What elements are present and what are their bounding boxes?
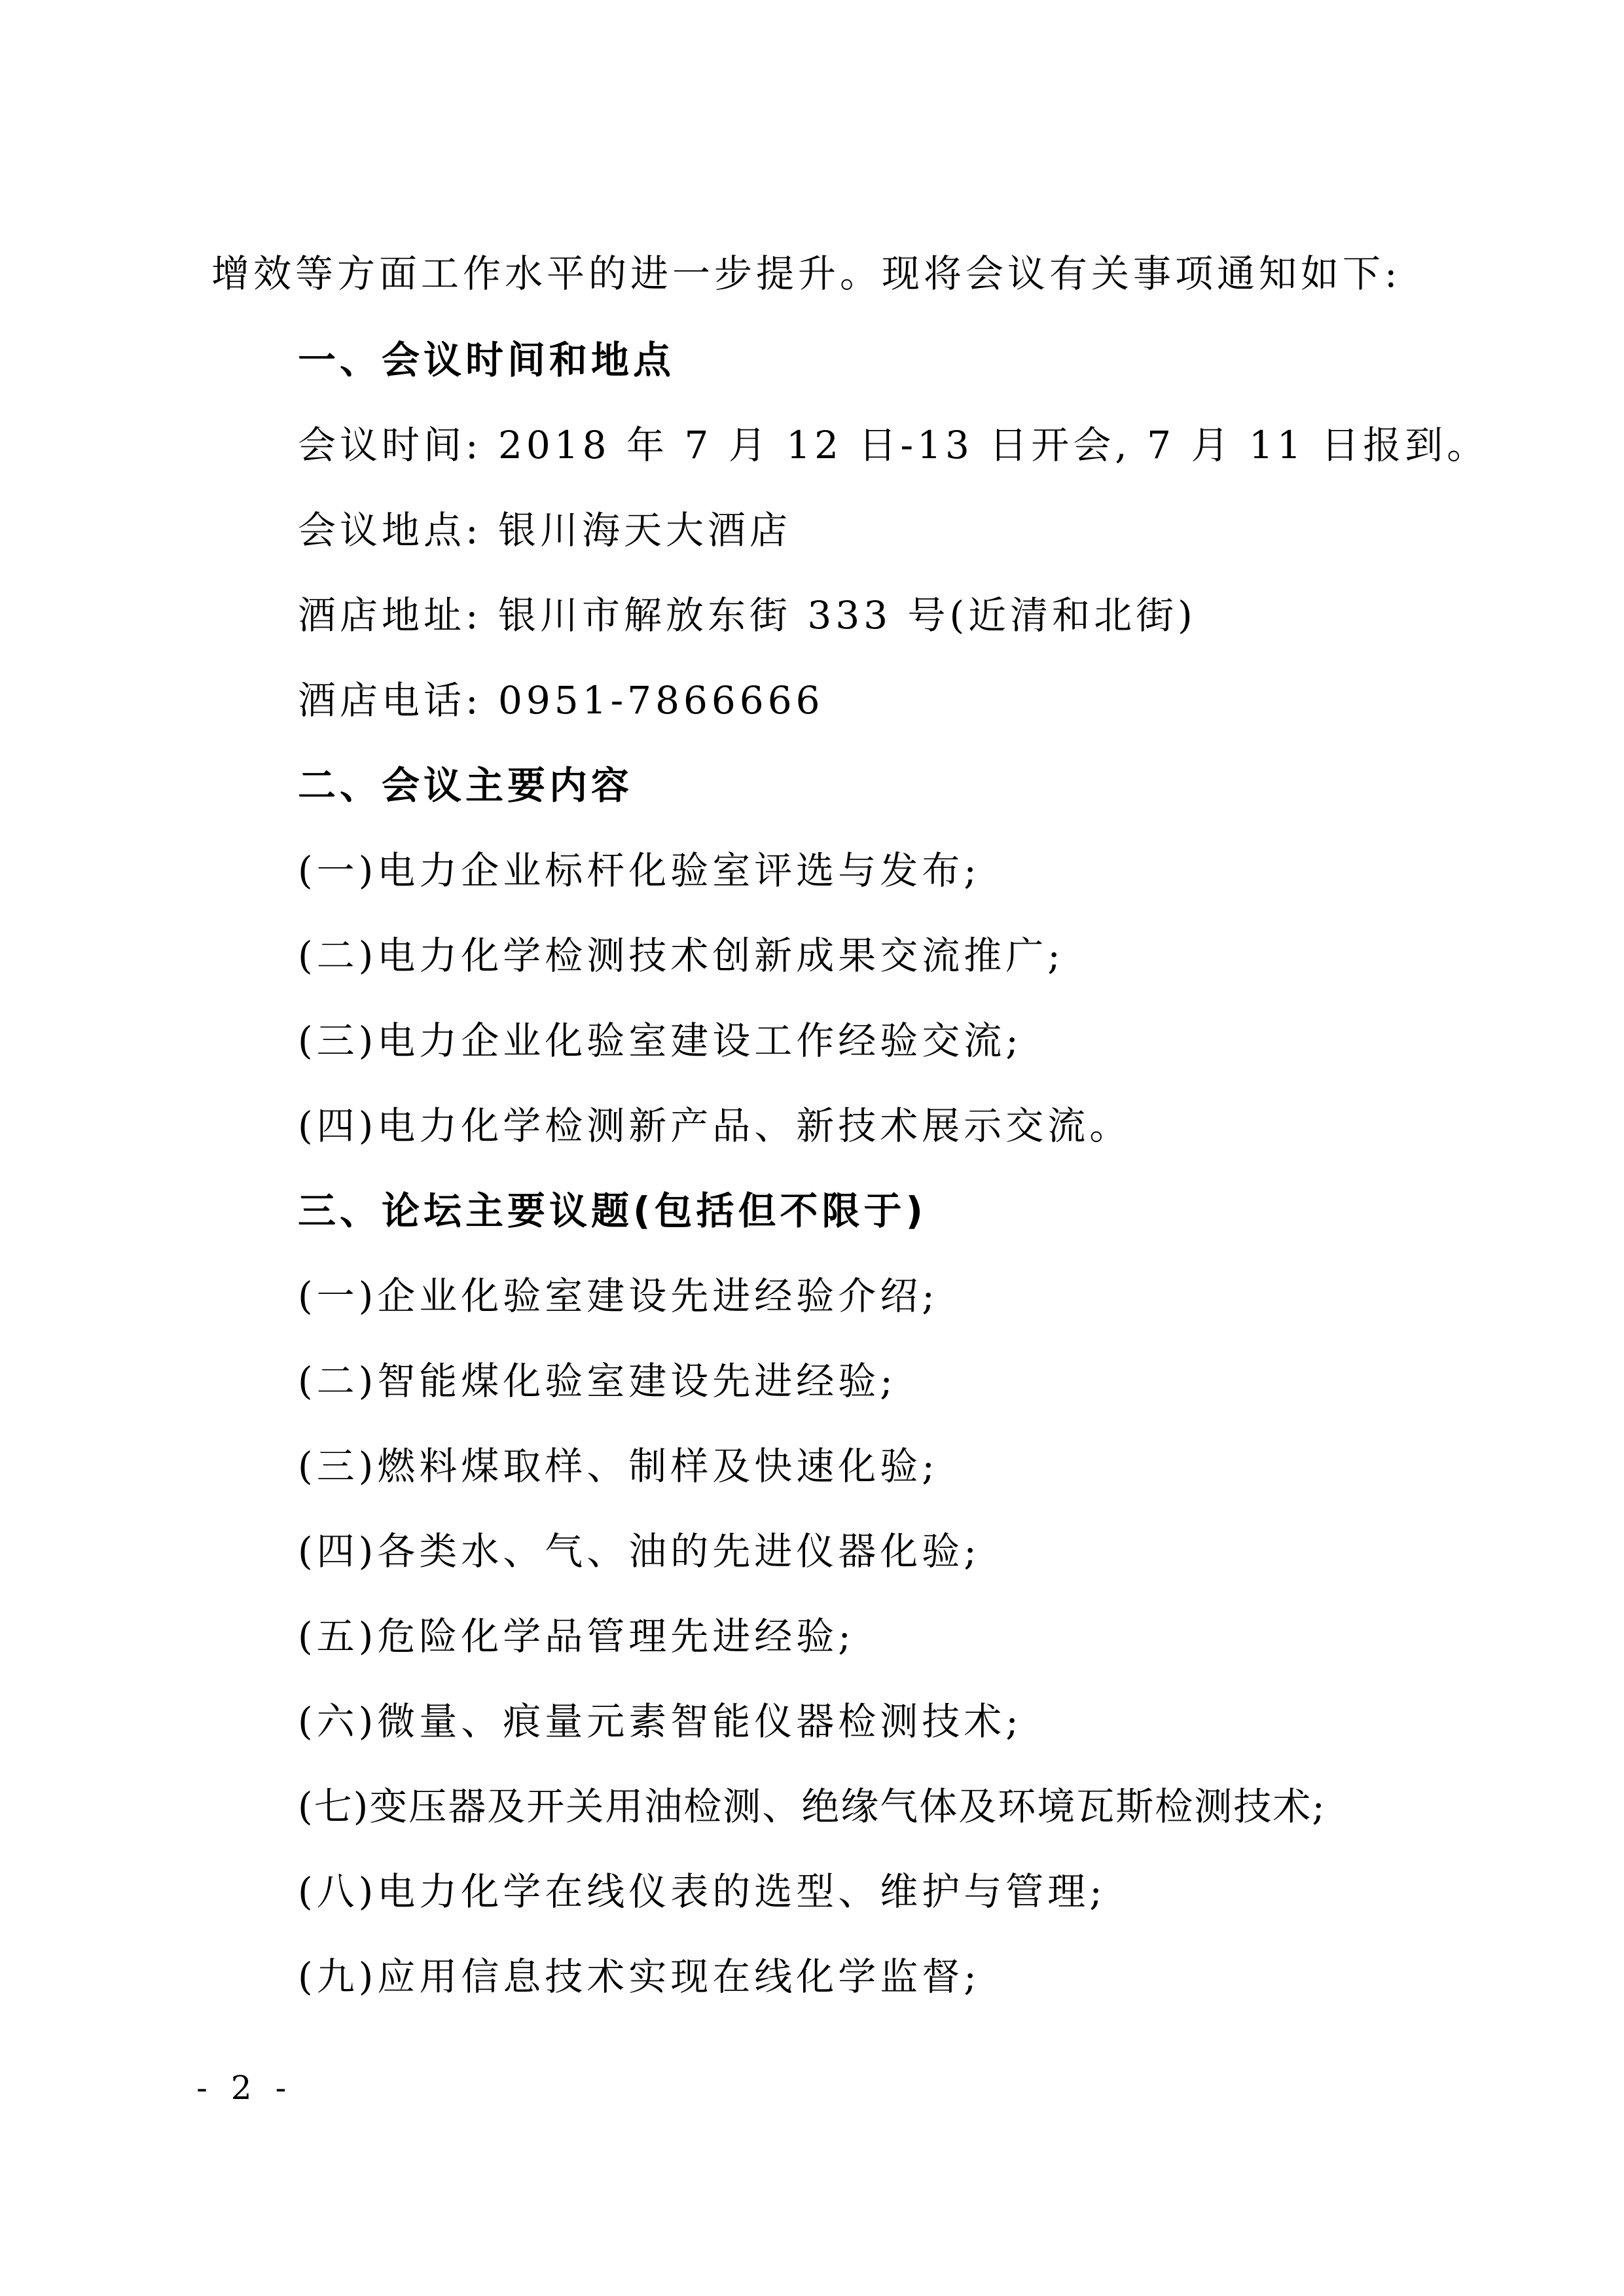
section3-item-8: (八)电力化学在线仪表的选型、维护与管理; — [298, 1869, 1106, 1914]
meeting-venue: 会议地点: 银川海天大酒店 — [298, 508, 791, 552]
section2-heading: 二、会议主要内容 — [298, 763, 634, 808]
section3-item-2: (二)智能煤化验室建设先进经验; — [298, 1359, 897, 1403]
page-number: - 2 - — [196, 2069, 293, 2107]
section3-item-1: (一)企业化验室建设先进经验介绍; — [298, 1274, 939, 1318]
hotel-address: 酒店地址: 银川市解放东街 333 号(近清和北街) — [298, 593, 1197, 637]
section3-item-9: (九)应用信息技术实现在线化学监督; — [298, 1954, 981, 1999]
section3-item-4: (四)各类水、气、油的先进仪器化验; — [298, 1529, 981, 1573]
section3-heading: 三、论坛主要议题(包括但不限于) — [298, 1189, 928, 1233]
section2-item-4: (四)电力化学检测新产品、新技术展示交流。 — [298, 1103, 1132, 1148]
section2-item-2: (二)电力化学检测技术创新成果交流推广; — [298, 933, 1064, 978]
section3-item-6: (六)微量、痕量元素智能仪器检测技术; — [298, 1699, 1022, 1744]
section2-item-3: (三)电力企业化验室建设工作经验交流; — [298, 1018, 1022, 1063]
section3-item-5: (五)危险化学品管理先进经验; — [298, 1614, 855, 1659]
section3-item-7: (七)变压器及开关用油检测、绝缘气体及环境瓦斯检测技术; — [298, 1784, 1326, 1829]
section3-item-3: (三)燃料煤取样、制样及快速化验; — [298, 1444, 939, 1488]
hotel-phone: 酒店电话: 0951-7866666 — [298, 678, 824, 723]
section2-item-1: (一)电力企业标杆化验室评选与发布; — [298, 848, 981, 893]
meeting-time: 会议时间: 2018 年 7 月 12 日-13 日开会, 7 月 11 日报到。 — [298, 423, 1489, 467]
section1-heading: 一、会议时间和地点 — [298, 338, 676, 382]
intro-continuation: 增效等方面工作水平的进一步提升。现将会议有关事项通知如下: — [211, 251, 1401, 296]
